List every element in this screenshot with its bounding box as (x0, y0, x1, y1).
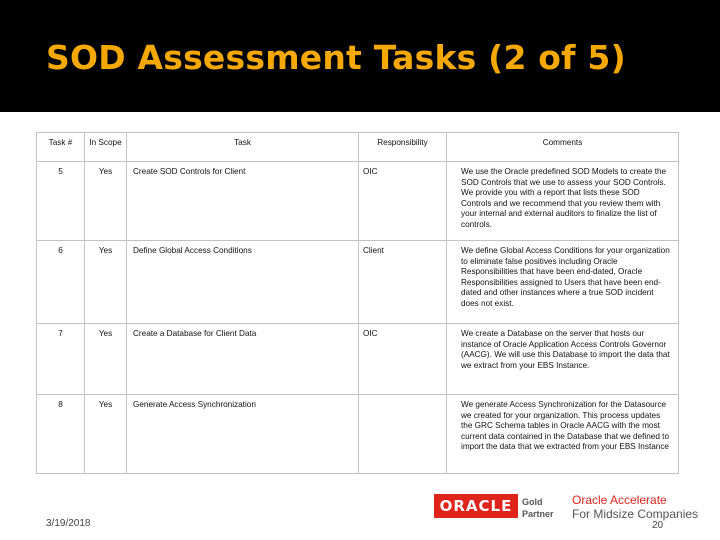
task-num-cell: 5 (37, 162, 85, 241)
table-row (37, 241, 679, 324)
header-task-num: Task # (37, 133, 85, 162)
responsibility-cell: OIC (359, 324, 447, 395)
task-num-cell: 7 (37, 324, 85, 395)
responsibility-cell (359, 395, 447, 474)
header-in-scope: In Scope (85, 133, 127, 162)
task-num-cell: 6 (37, 241, 85, 324)
comment-cell: We create a Database on the server that hosts our instance of Oracle Application Access Controls Governor (AACG). We will use this Database to import the data that we extract from your EBS Instance. (447, 324, 679, 395)
header-comments: Comments (447, 133, 679, 162)
table-row (37, 395, 679, 474)
in-scope-cell: Yes (85, 395, 127, 474)
task-cell: Define Global Access Conditions (127, 241, 359, 324)
accelerate-line-1: Oracle Accelerate (572, 493, 667, 507)
oracle-logo: ORACLE (434, 494, 518, 518)
accelerate-logo (572, 494, 698, 522)
tasks-table (36, 132, 679, 474)
task-cell: Generate Access Synchronization (127, 395, 359, 474)
responsibility-cell: Client (359, 241, 447, 324)
header-task: Task (127, 133, 359, 162)
page-number: 20 (652, 520, 664, 531)
page-title: SOD Assessment Tasks (2 of 5) (46, 38, 626, 77)
table-row (37, 324, 679, 395)
partner-badge (522, 497, 554, 520)
responsibility-cell: OIC (359, 162, 447, 241)
task-num-cell: 8 (37, 395, 85, 474)
comment-cell: We define Global Access Conditions for your organization to eliminate false positives including Oracle Responsibilities that have been end-dated, Oracle Responsibilities assigned to Users that have been end-dated and other instances where a true SOD incident does not exist. (447, 241, 679, 324)
task-cell: Create SOD Controls for Client (127, 162, 359, 241)
comment-cell: We generate Access Synchronization for the Datasource we created for your organization. This process updates the GRC Schema tables in Oracle AACG with the most current data contained in the Database that we defined to import the data that we extracted from your EBS Instance (447, 395, 679, 474)
partner-line-2: Partner (522, 508, 554, 519)
table-header-row (37, 133, 679, 162)
in-scope-cell: Yes (85, 162, 127, 241)
partner-line-1: Gold (522, 497, 543, 507)
accelerate-line-2: For Midsize Companies (572, 506, 699, 521)
comment-cell: We use the Oracle predefined SOD Models to create the SOD Controls that we use to assess your SOD Controls. We provide you with a report that lists these SOD Controls and we recommend that you review them with your internal and external auditors to finalize the list of controls. (447, 162, 679, 241)
table-row (37, 162, 679, 241)
in-scope-cell: Yes (85, 324, 127, 395)
in-scope-cell: Yes (85, 241, 127, 324)
header-responsibility: Responsibility (359, 133, 447, 162)
footer-date: 3/19/2018 (46, 518, 91, 529)
task-cell: Create a Database for Client Data (127, 324, 359, 395)
